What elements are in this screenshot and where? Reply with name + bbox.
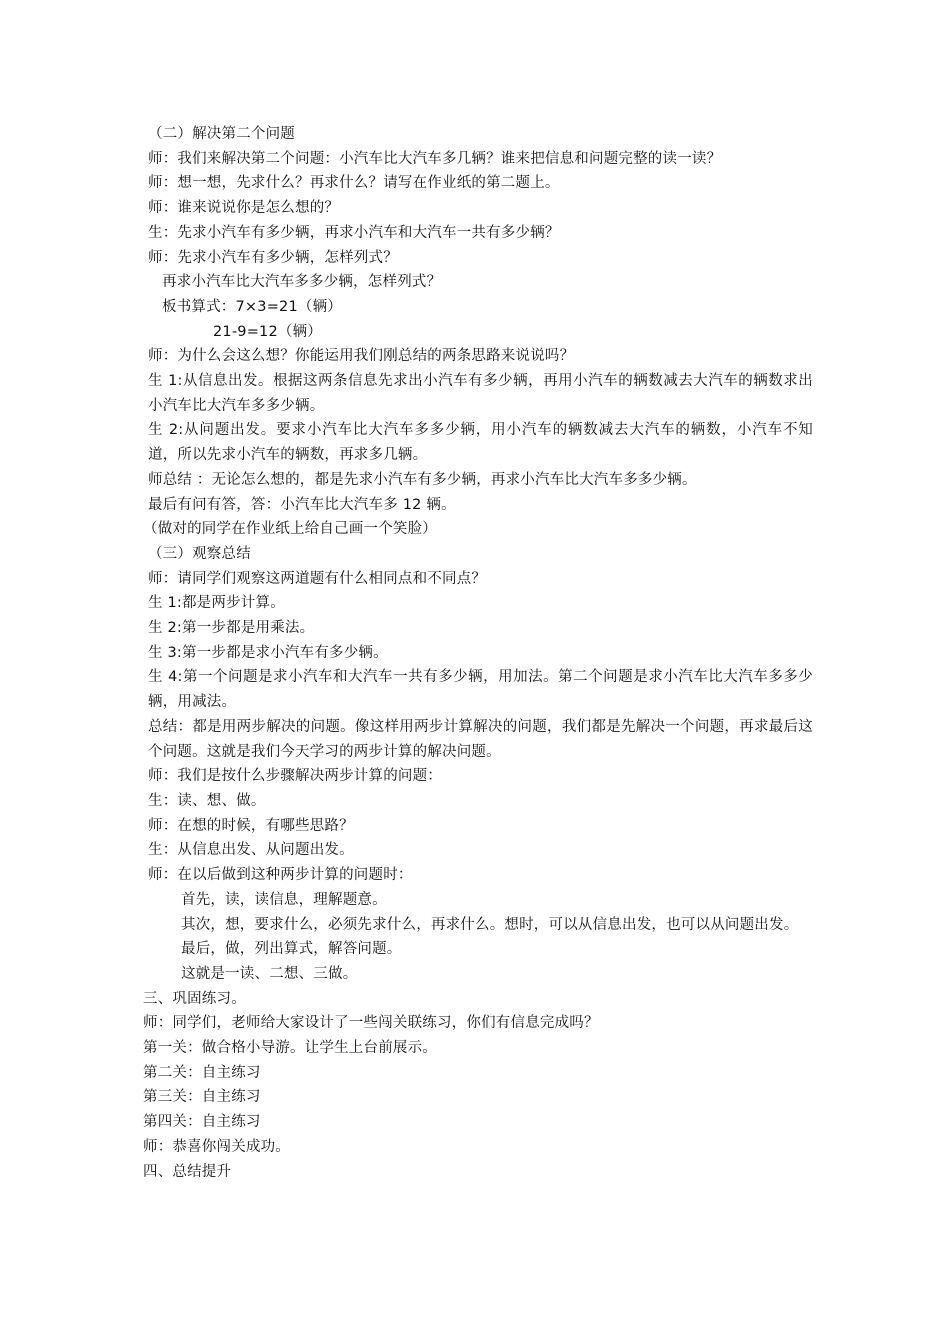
paragraph: 生：读、想、做。 [148, 792, 266, 809]
section-heading: 三、巩固练习。 [143, 990, 246, 1007]
paragraph: 师：我们来解决第二个问题：小汽车比大汽车多几辆？谁来把信息和问题完整的读一读？ [148, 150, 722, 167]
document-body [143, 122, 813, 1184]
paragraph: 第四关：自主练习 [143, 1114, 261, 1131]
paragraph: 生 2:从问题出发。要求小汽车比大汽车多多少辆，用小汽车的辆数减去大汽车的辆数，小汽车不知道，所以先求小汽车的辆数，再求多几辆。 [148, 422, 813, 464]
paragraph: 生：从信息出发、从问题出发。 [148, 842, 354, 859]
paragraph: 最后有问有答，答：小汽车比大汽车多 12 辆。 [148, 496, 456, 513]
paragraph: 第二关：自主练习 [143, 1064, 261, 1081]
section-heading: （三）观察总结 [148, 545, 251, 562]
paragraph: 师：恭喜你闯关成功。 [143, 1138, 290, 1155]
paragraph: 师：想一想，先求什么？再求什么？请写在作业纸的第二题上。 [148, 175, 560, 192]
paragraph: 师：先求小汽车有多少辆，怎样列式？ [148, 249, 398, 266]
paragraph: 最后，做，列出算式，解答问题。 [181, 941, 402, 958]
paragraph: 师：谁来说说你是怎么想的？ [148, 200, 340, 217]
paragraph: 师：我们是按什么步骤解决两步计算的问题： [148, 768, 442, 785]
paragraph: 生 1:都是两步计算。 [148, 595, 285, 612]
board-formula: 板书算式：7×3=21（辆） [162, 298, 342, 315]
paragraph: 第三关：自主练习 [143, 1089, 261, 1106]
paragraph: 师：请同学们观察这两道题有什么相同点和不同点？ [148, 570, 487, 587]
paragraph: 生 3:第一步都是求小汽车有多少辆。 [148, 644, 388, 661]
paragraph: 其次，想，要求什么，必须先求什么，再求什么。想时，可以从信息出发，也可以从问题出发。 [181, 916, 799, 933]
paragraph: 再求小汽车比大汽车多多少辆，怎样列式？ [162, 274, 442, 291]
paragraph: 生 1:从信息出发。根据这两条信息先求出小汽车有多少辆，再用小汽车的辆数减去大汽车的辆数求出小汽车比大汽车多多少辆。 [148, 373, 813, 414]
paragraph: 师总结 ：无论怎么想的，都是先求小汽车有多少辆，再求小汽车比大汽车多多少辆。 [148, 471, 697, 488]
paragraph: 生 4:第一个问题是求小汽车和大汽车一共有多少辆，用加法。第二个问题是求小汽车比大汽车多多少辆，用减法。 [148, 669, 813, 711]
paragraph: 师：同学们，老师给大家设计了一些闯关联练习，你们有信息完成吗？ [143, 1015, 599, 1032]
paragraph: 这就是一读、二想、三做。 [181, 965, 358, 982]
paragraph: 首先，读，读信息，理解题意。 [181, 891, 387, 908]
paragraph: 师：在想的时候，有哪些思路？ [148, 817, 354, 834]
section-heading: 四、总结提升 [143, 1163, 232, 1180]
paragraph: （做对的同学在作业纸上给自己画一个笑脸） [143, 521, 437, 538]
paragraph: 第一关：做合格小导游。让学生上台前展示。 [143, 1040, 437, 1057]
paragraph: 总结：都是用两步解决的问题。像这样用两步计算解决的问题，我们都是先解决一个问题，再求最后这个问题。这就是我们今天学习的两步计算的解决问题。 [148, 718, 813, 760]
paragraph: 师：在以后做到这种两步计算的问题时： [148, 867, 413, 884]
board-formula: 21-9=12（辆） [213, 323, 323, 340]
section-heading: （二）解决第二个问题 [148, 126, 295, 142]
paragraph: 师：为什么会这么想？你能运用我们刚总结的两条思路来说说吗？ [148, 348, 575, 365]
paragraph: 生：先求小汽车有多少辆，再求小汽车和大汽车一共有多少辆？ [148, 224, 560, 241]
paragraph: 生 2:第一步都是用乘法。 [148, 620, 315, 637]
